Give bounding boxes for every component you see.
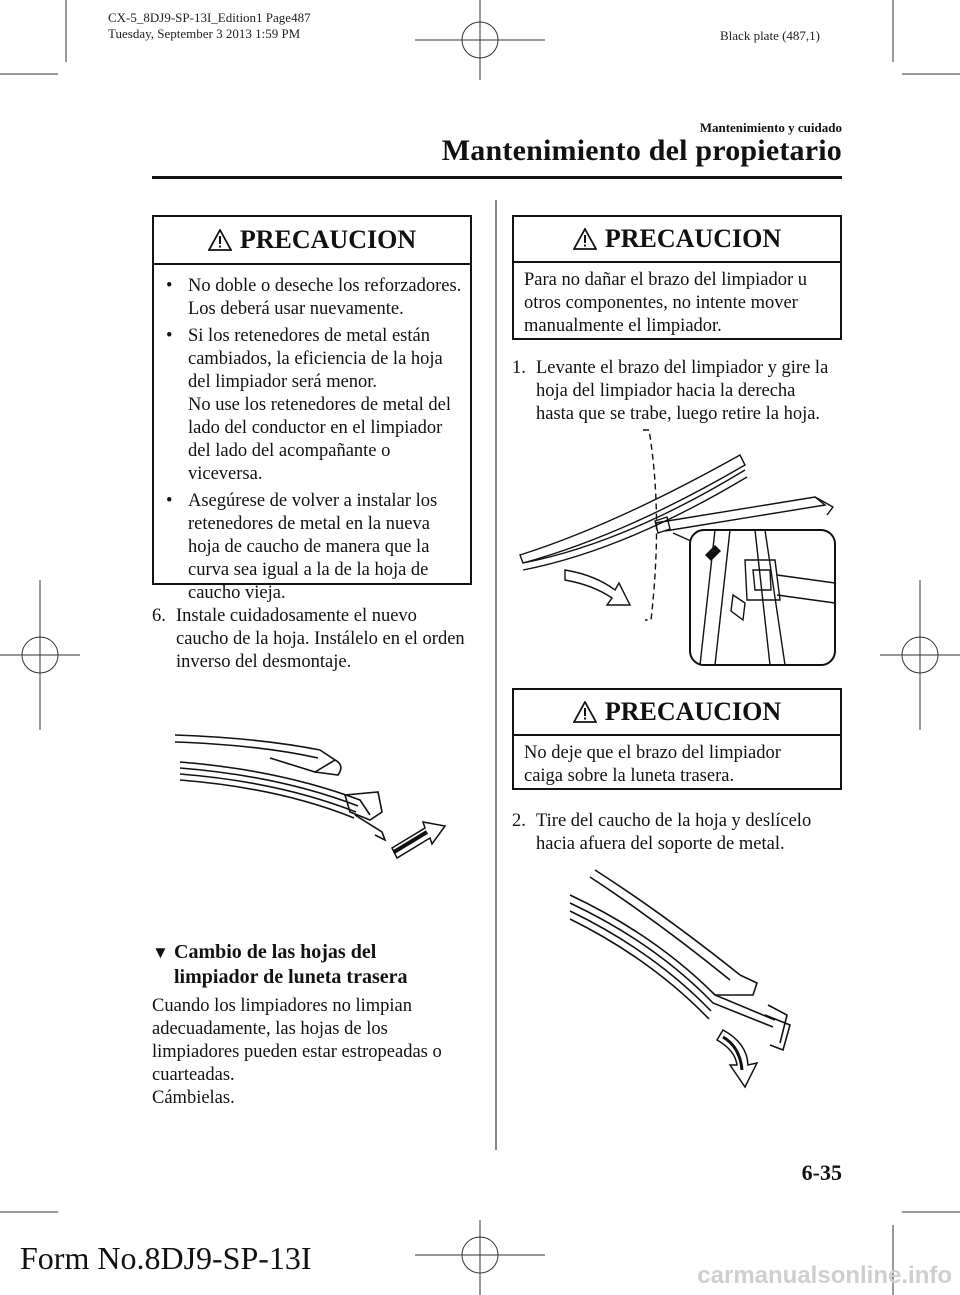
bullet-line: del lado del acompañante o [188,440,391,461]
bullet-line: No use los retenedores de metal del [188,394,452,415]
step-line: caucho de la hoja. Instálelo en el orden [176,629,465,649]
caution-box-3 [512,688,842,790]
warning-triangle-icon [573,701,597,723]
caution-text [514,263,840,338]
step-line: hacia afuera del soporte de metal. [536,834,785,854]
bullet-line: Asegúrese de volver a instalar los [188,490,438,511]
bullet-item [160,490,462,605]
body-line: Cuando los limpiadores no limpian [152,996,413,1016]
caution-text [514,736,840,788]
body-line: Cámbielas. [152,1088,235,1108]
caution-heading [514,217,840,261]
bullet-line: curva sea igual a la de la hoja de [188,559,429,580]
blade-rotate-illustration [515,425,845,670]
step-line: hasta que se trabe, luego retire la hoja. [536,404,821,424]
bullet-line: Si los retenedores de metal están [188,325,430,346]
subsection-body [152,995,482,1110]
caution-line: Para no dañar el brazo del limpiador u [524,269,808,290]
rubber-slide-illustration [565,865,805,1095]
bullet-icon: • [166,325,173,346]
caution-title: PRECAUCION [604,224,782,253]
caution-bullets [154,265,470,605]
step-line: inverso del desmontaje. [176,652,352,672]
watermark: carmanualsonline.info [697,1262,952,1289]
step-line: Instale cuidadosamente el nuevo [176,606,417,626]
caution-heading [154,217,470,263]
body-line: cuarteadas. [152,1065,235,1085]
bullet-line: No doble o deseche los reforzadores. [188,275,462,296]
caution-box-1 [152,215,472,603]
caution-line: caiga sobre la luneta trasera. [524,765,735,786]
step-number: 2. [512,811,526,831]
heading-line: Cambio de las hojas del [174,941,377,963]
caution-line: No deje que el brazo del limpiador [524,742,781,763]
bullet-line: cambiados, la eficiencia de la hoja [188,348,443,369]
caution-title: PRECAUCION [239,225,417,254]
bullet-line: del limpiador será menor. [188,371,378,392]
bullet-line: hoja de caucho de manera que la [188,536,430,557]
step-6 [152,605,482,674]
bullet-line: viceversa. [188,463,263,484]
body-line: adecuadamente, las hojas de los [152,1019,388,1039]
step-1 [512,357,852,426]
step-number: 1. [512,358,526,378]
step-2 [512,810,852,856]
step-number: 6. [152,606,166,626]
bullet-item [160,325,462,486]
bullet-line: retenedores de metal en la nueva [188,513,430,534]
step-line: Levante el brazo del limpiador y gire la [536,358,829,378]
step-line: hoja del limpiador hacia la derecha [536,381,796,401]
body-line: limpiadores pueden estar estropeadas o [152,1042,442,1062]
heading-line: limpiador de luneta trasera [174,966,408,988]
page-number: 6-35 [801,1160,842,1185]
warning-triangle-icon [208,229,232,251]
caution-line: otros componentes, no intente mover [524,292,798,313]
subsection-heading [152,940,482,990]
plate-label: Black plate (487,1) [720,28,820,43]
bullet-icon: • [166,275,173,296]
file-info [108,10,311,42]
bullet-line: Los deberá usar nuevamente. [188,298,404,319]
bullet-item [160,275,462,321]
bullet-icon: • [166,490,173,511]
date-line: Tuesday, September 3 2013 1:59 PM [108,26,301,41]
warning-triangle-icon [573,228,597,250]
caution-title: PRECAUCION [604,697,782,726]
section-subtitle: Mantenimiento y cuidado [699,120,842,135]
header-rule [152,176,842,179]
step-line: Tire del caucho de la hoja y deslícelo [536,811,812,831]
section-title: Mantenimiento del propietario [441,134,842,167]
form-number: Form No.8DJ9-SP-13I [20,1240,312,1276]
triangle-marker-icon: ▼ [152,943,169,962]
bullet-line: lado del conductor en el limpiador [188,417,443,438]
bullet-line: caucho vieja. [188,582,286,603]
file-line: CX-5_8DJ9-SP-13I_Edition1 Page487 [108,10,311,25]
caution-box-2 [512,215,842,340]
blade-install-illustration [170,720,460,870]
caution-heading [514,690,840,734]
caution-line: manualmente el limpiador. [524,315,722,336]
